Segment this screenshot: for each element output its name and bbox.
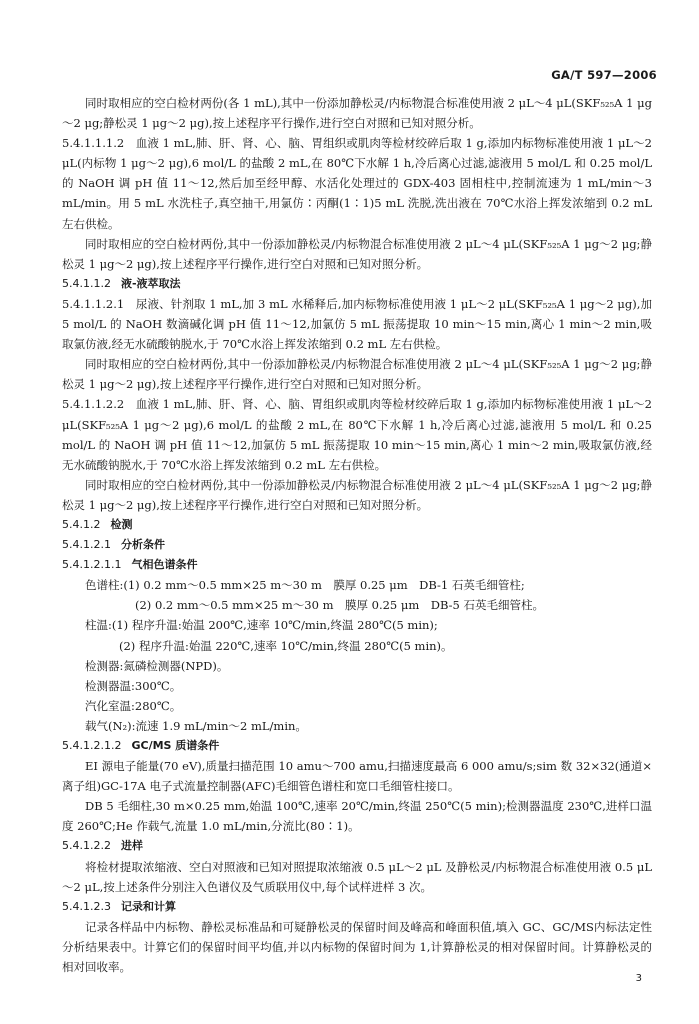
paragraph: 同时取相应的空白检材两份(各 1 mL),其中一份添加静松灵/内标物混合标准使用液 2 μL～4 μL(SKF₅₂₅A 1 μg～2 μg;静松灵 1 μg～2 μg),按上述程序平行操作,进行空白对照和已知对照分析。 — [62, 96, 652, 131]
paragraph: 同时取相应的空白检材两份,其中一份添加静松灵/内标物混合标准使用液 2 μL～4 μL(SKF₅₂₅A 1 μg～2 μg;静松灵 1 μg～2 μg),按上述程序平行操作,进行空白对照和已知对照分析。 — [62, 357, 652, 392]
section-number: 5.4.1.1.2 — [62, 276, 111, 290]
paragraph-text: 血液 1 mL,肺、肝、肾、心、脑、胃组织或肌肉等检材绞碎后取 1 g,添加内标物标准使用液 1 μL～2 μL(SKF₅₂₅A 1 μg～2 μg),6 mol/L 的盐酸 2 mL,在 80℃下水解 1 h,冷后离心过滤,滤液用 5 mol/L 和 0.25 mol/L 的 NaOH 调 pH 值 11～12,加氯仿 5 mL 振荡提取 10 min～15 min,离心 1 min～2 min,吸取氯仿液,经无水硫酸钠脱水,于 70℃水浴上挥发浓缩到 0.2 mL 左右供检。 — [62, 397, 652, 472]
detector-temperature: 检测器温:300℃。 — [85, 678, 182, 693]
carrier-gas: 载气(N₂):流速 1.9 mL/min～2 mL/min。 — [85, 718, 307, 733]
page-number: 3 — [635, 973, 642, 984]
paragraph: 将检材提取浓缩液、空白对照液和已知对照提取浓缩液 0.5 μL～2 μL 及静松灵/内标物混合标准使用液 0.5 μL～2 μL,按上述条件分别注入色谱仪及气质联用仪中,每个试样进样 3 次。 — [62, 859, 652, 894]
temperature-condition: (2) 程序升温:始温 220℃,速率 10℃/min,终温 280℃(5 min)。 — [119, 638, 453, 653]
paragraph: 同时取相应的空白检材两份,其中一份添加静松灵/内标物混合标准使用液 2 μL～4 μL(SKF₅₂₅A 1 μg～2 μg;静松灵 1 μg～2 μg),按上述程序平行操作,进行空白对照和已知对照分析。 — [62, 236, 652, 271]
section-title: 液-液萃取法 — [120, 276, 181, 290]
paragraph — [62, 394, 652, 474]
section-heading — [62, 736, 652, 756]
section-heading — [62, 274, 652, 294]
section-number: 5.4.1.1.1.2 — [62, 136, 125, 151]
paragraph — [62, 133, 652, 233]
paragraph: DB 5 毛细柱,30 m×0.25 mm,始温 100℃,速率 20℃/min,终温 250℃(5 min);检测器温度 230℃,进样口温度 260℃;He 作载气,流量 1.0 mL/min,分流比(80∶1)。 — [62, 799, 652, 834]
section-number: 5.4.1.2.2 — [62, 839, 111, 853]
section-number: 5.4.1.2.1.2 — [62, 739, 122, 752]
paragraph: EI 源电子能量(70 eV),质量扫描范围 10 amu～700 amu,扫描速度最高 6 000 amu/s;sim 数 32×32(通道×离子组)GC-17A 电子式流量控制器(AFC)毛细管色谱柱和宽口毛细管柱接口。 — [62, 759, 652, 794]
section-title: 气相色谱条件 — [131, 558, 198, 572]
column-condition: 色谱柱:(1) 0.2 mm～0.5 mm×25 m～30 m 膜厚 0.25 μm DB-1 石英毛细管柱; — [85, 578, 525, 593]
document-body — [62, 93, 652, 977]
paragraph-text: 血液 1 mL,肺、肝、肾、心、脑、胃组织或肌肉等检材绞碎后取 1 g,添加内标物标准使用液 1 μL～2 μL(内标物 1 μg～2 μg),6 mol/L 的盐酸 2 mL,在 80℃下水解 1 h,冷后离心过滤,滤液用 5 mol/L 和 0.25 mol/L 的 NaOH 调 pH 值 11～12,然后加至经甲醇、水活化处理过的 GDX-403 固相柱中,控制流速为 1 mL/min～3 mL/min。用 5 mL 水洗柱子,真空抽干,用氯仿∶丙酮(1∶1)5 mL 洗脱,洗出液在 70℃水浴上挥发浓缩到 0.2 mL 左右供检。 — [62, 136, 652, 231]
section-heading — [62, 535, 652, 555]
section-title: 记录和计算 — [120, 899, 176, 913]
section-heading — [62, 897, 652, 917]
section-heading — [62, 555, 652, 575]
section-title: 进样 — [120, 839, 143, 853]
section-number: 5.4.1.2.1 — [62, 538, 111, 552]
paragraph: 同时取相应的空白检材两份,其中一份添加静松灵/内标物混合标准使用液 2 μL～4 μL(SKF₅₂₅A 1 μg～2 μg;静松灵 1 μg～2 μg),按上述程序平行操作,进行空白对照和已知对照分析。 — [62, 477, 652, 512]
section-heading — [62, 836, 652, 856]
section-title: 检测 — [110, 517, 133, 531]
section-title: GC/MS 质谱条件 — [131, 739, 220, 752]
paragraph-text: 尿液、针剂取 1 mL,加 3 mL 水稀释后,加内标物标准使用液 1 μL～2 μL(SKF₅₂₅A 1 μg～2 μg),加 5 mol/L 的 NaOH 数滴碱化调 pH 值 11～12,加氯仿 5 mL 振荡提取 10 min～15 min,离心 1 min～2 min,吸取氯仿液,经无水硫酸钠脱水,于 70℃水浴上挥发浓缩到 0.2 mL 左右供检。 — [62, 296, 653, 352]
section-number: 5.4.1.2 — [62, 517, 101, 531]
section-number: 5.4.1.2.3 — [62, 899, 111, 913]
section-heading — [62, 515, 652, 535]
section-number: 5.4.1.1.2.1 — [62, 296, 125, 311]
standard-code: GA/T 597—2006 — [551, 68, 657, 82]
paragraph: 记录各样品中内标物、静松灵标准品和可疑静松灵的保留时间及峰高和峰面积值,填入 GC、GC/MS内标法定性分析结果表中。计算它们的保留时间平均值,并以内标物的保留时间为 1,计算静松灵的相对保留时间。计算静松灵的相对回收率。 — [62, 919, 652, 975]
section-number: 5.4.1.2.1.1 — [62, 558, 122, 572]
paragraph — [62, 294, 652, 354]
injector-temperature: 汽化室温:280℃。 — [85, 698, 182, 713]
detector-condition: 检测器:氮磷检测器(NPD)。 — [85, 658, 229, 673]
temperature-condition: 柱温:(1) 程序升温:始温 200℃,速率 10℃/min,终温 280℃(5 min); — [85, 618, 438, 633]
section-title: 分析条件 — [120, 538, 165, 552]
section-number: 5.4.1.1.2.2 — [62, 397, 125, 412]
column-condition: (2) 0.2 mm～0.5 mm×25 m～30 m 膜厚 0.25 μm DB-5 石英毛细管柱。 — [135, 598, 545, 613]
